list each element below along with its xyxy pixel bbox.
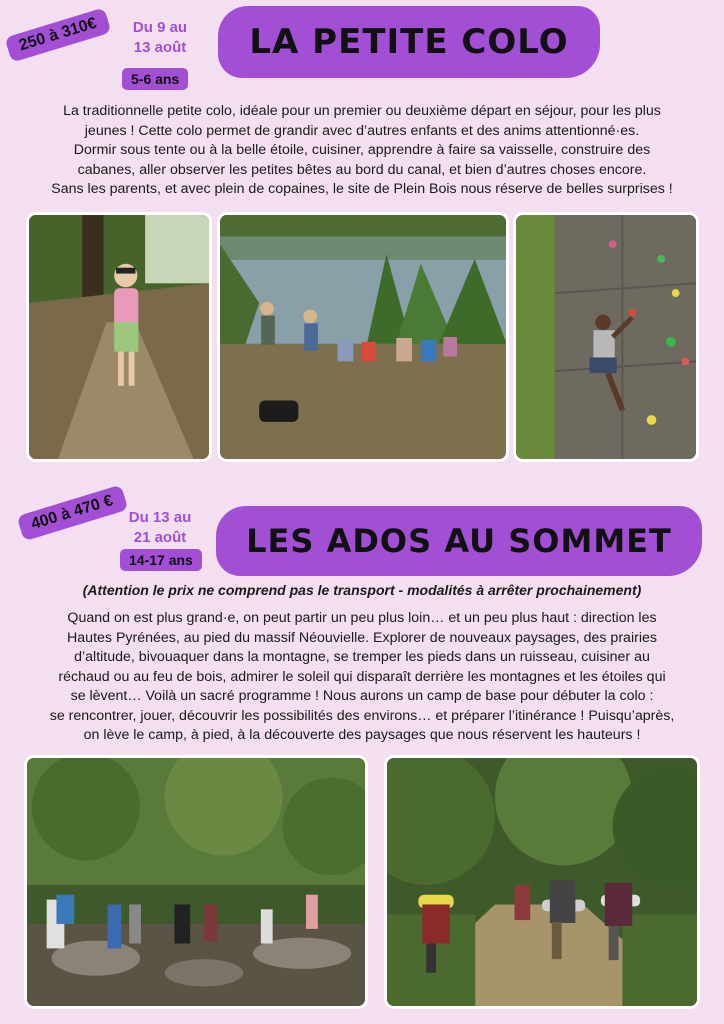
description-line: cabanes, aller observer les petites bêtes au bord du canal, et bien d’autres choses encore. bbox=[77, 161, 647, 178]
description-petite-colo bbox=[22, 102, 702, 200]
description-line: se lèvent… Voilà un sacré programme ! Nous aurons un camp de base pour débuter la colo : bbox=[70, 688, 654, 704]
dates-line-1: Du 9 au bbox=[132, 19, 188, 36]
photo-hikers-trail bbox=[384, 755, 700, 1009]
title-ados-au-sommet: LES ADOS AU SOMMET bbox=[216, 506, 702, 576]
description-ados-au-sommet bbox=[22, 609, 702, 746]
age-badge-petite-colo: 5-6 ans bbox=[122, 68, 188, 90]
dates-petite-colo bbox=[120, 18, 200, 58]
description-line: jeunes ! Cette colo permet de grandir avec d’autres enfants et des anims attentionné·es. bbox=[84, 122, 640, 139]
dates-line-1: Du 13 au bbox=[128, 509, 192, 526]
photo-kids-lake bbox=[217, 212, 509, 462]
age-badge-ados-au-sommet: 14-17 ans bbox=[120, 549, 202, 571]
description-line: on lève le camp, à pied, à la découverte des paysages que nous réservent les hauteurs ! bbox=[83, 727, 641, 743]
transport-note: (Attention le prix ne comprend pas le transport - modalités à arrêter prochainement) bbox=[82, 582, 642, 598]
description-line: d’altitude, bivouaquer dans la montagne, se tremper les pieds dans un ruisseau, cuisiner au bbox=[74, 649, 650, 665]
description-line: La traditionnelle petite colo, idéale pour un premier ou deuxième départ en séjour, pour les plus bbox=[63, 103, 661, 119]
photo-teens-river bbox=[24, 755, 368, 1009]
description-line: Quand on est plus grand·e, on peut partir un peu plus loin… et un peu plus haut : direction les bbox=[67, 610, 657, 626]
dates-ados-au-sommet bbox=[120, 508, 200, 548]
title-petite-colo: LA PETITE COLO bbox=[218, 6, 600, 78]
description-line: Dormir sous tente ou à la belle étoile, cuisiner, apprendre à faire sa vaisselle, construire des bbox=[73, 142, 651, 158]
description-line: Hautes Pyrénées, au pied du massif Néouvielle. Explorer de nouveaux paysages, des prairies bbox=[67, 629, 657, 646]
price-tag-ados-au-sommet: 400 à 470 € bbox=[17, 485, 128, 542]
description-line: se rencontrer, jouer, découvrir les possibilités des environs… et préparer l’itinérance ! Puisqu’après, bbox=[49, 707, 675, 724]
dates-line-2: 13 août bbox=[133, 39, 187, 56]
price-tag-petite-colo: 250 à 310€ bbox=[4, 7, 111, 62]
dates-line-2: 21 août bbox=[133, 529, 187, 546]
photo-child-binoculars bbox=[26, 212, 212, 462]
photo-climbing-wall bbox=[513, 212, 699, 462]
description-line: réchaud ou au feu de bois, admirer le soleil qui disparaît derrière les montagnes et les étoiles qui bbox=[58, 668, 666, 685]
description-line: Sans les parents, et avec plein de copaines, le site de Plein Bois nous réserve de belles surprises ! bbox=[51, 181, 673, 197]
